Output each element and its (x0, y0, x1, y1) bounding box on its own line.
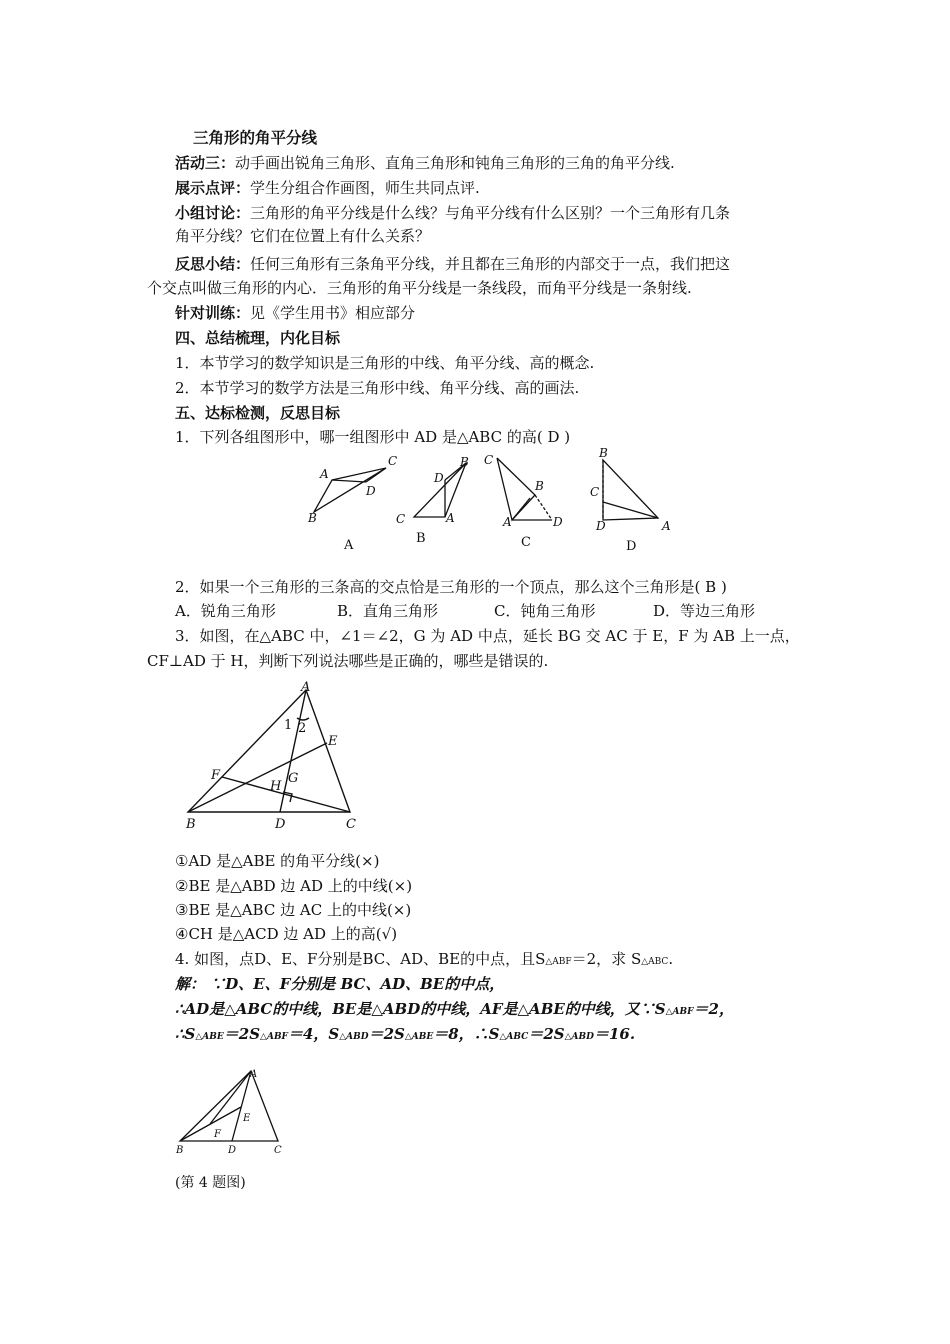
q3-figure (176, 682, 361, 832)
q4-sub-abc: △ABC (641, 957, 669, 967)
q2-option-b: B．直角三角形 (337, 602, 439, 620)
q1-d-pt2: C (590, 485, 600, 499)
q3-label-e: E (328, 734, 338, 749)
training-paragraph (175, 303, 415, 323)
reflection-label: 反思小结： (175, 255, 251, 273)
q4-sol3-e: ＝8，∴S (433, 1025, 500, 1043)
q4-triangle-abc (180, 1071, 278, 1141)
q4-sol3-sub-d: △ABE (404, 1032, 434, 1042)
q3-statement-3: ③BE 是△ABC 边 AC 上的中线(×) (175, 901, 412, 919)
discussion-line2: 角平分线？它们在位置上有什么关系？ (175, 227, 431, 245)
reflection-text1: 任何三角形有三条角平分线，并且都在三角形的内部交于一点，我们把这 (250, 255, 731, 273)
q4-sol3-c: ＝4，S (287, 1025, 340, 1043)
q2-option-a: A．锐角三角形 (175, 602, 276, 620)
q3-label-b: B (186, 817, 196, 832)
q1-b-pt1: B (460, 455, 469, 469)
q1-fig-c-triangle (497, 458, 535, 520)
q1-option-a-label: A (344, 538, 354, 553)
q4-solution-label: 解： (175, 975, 206, 993)
q4-question (175, 949, 673, 972)
q1-fig-c-dashed (535, 495, 552, 520)
q4-text-b: ＝2，求 S (571, 950, 642, 968)
q4-label-e: E (243, 1113, 251, 1124)
q4-label-a: A (250, 1069, 258, 1080)
discussion-text1: 三角形的角平分线是什么线？与角平分线有什么区别？一个三角形有几条 (250, 204, 731, 222)
display-paragraph (175, 178, 480, 198)
q4-figure-caption: (第 4 题图) (175, 1175, 246, 1191)
activity3-label: 活动三： (175, 154, 236, 172)
q1-d-pt3: D (596, 519, 606, 533)
section-title: 三角形的角平分线 (193, 128, 318, 147)
q4-text-c: . (668, 950, 674, 968)
q4-sol3-sub-e: △ABC (499, 1032, 529, 1042)
q1-c-pt1: C (484, 453, 494, 467)
q4-solution-line3 (175, 1024, 635, 1047)
training-label: 针对训练： (175, 304, 251, 322)
q2-text: 2．如果一个三角形的三条高的交点恰是三角形的一个顶点，那么这个三角形是( B ) (175, 578, 727, 596)
q1-b-pt4: A (446, 511, 455, 525)
q1-a-pt2: C (388, 454, 398, 468)
q4-label-d: D (228, 1145, 237, 1156)
q4-sol3-sub-f: △ABD (564, 1032, 594, 1042)
q4-sol3-f: ＝2S (528, 1025, 565, 1043)
q1-d-pt1: B (599, 446, 608, 460)
q1-a-pt3: D (366, 484, 376, 498)
training-text: 见《学生用书》相应部分 (250, 304, 416, 322)
q4-label-f: F (214, 1129, 221, 1140)
q1-fig-d-triangle (603, 460, 658, 520)
q1-fig-c-segment (512, 498, 530, 520)
q1-c-pt2: B (535, 479, 544, 493)
section5-heading: 五、达标检测，反思目标 (175, 404, 341, 422)
display-label: 展示点评： (175, 179, 251, 197)
q1-a-pt4: B (308, 511, 317, 525)
q4-label-b: B (176, 1145, 184, 1156)
q4-sol3-d: ＝2S (368, 1025, 405, 1043)
q4-label-c: C (274, 1145, 282, 1156)
section4-item2: 2．本节学习的数学方法是三角形中线、角平分线、高的画法. (175, 379, 580, 397)
q2-option-c: C．钝角三角形 (494, 602, 596, 620)
q4-figure (174, 1065, 289, 1160)
q1-text: 1．下列各组图形中，哪一组图形中 AD 是△ABC 的高( D ) (175, 428, 571, 446)
q4-solution-text1: ∵D、E、F分别是 BC、AD、BE的中点， (210, 975, 505, 993)
q3-line1: 3．如图，在△ABC 中，∠1＝∠2，G 为 AD 中点，延长 BG 交 AC 于 E，F 为 AB 上一点， (175, 627, 800, 645)
activity3-paragraph (175, 153, 675, 173)
q1-b-pt3: C (396, 512, 406, 526)
q4-solution-text2-end: ＝2， (693, 1000, 734, 1018)
discussion-label: 小组讨论： (175, 204, 251, 222)
q1-a-pt1: A (320, 467, 329, 481)
q3-label-d: D (275, 817, 286, 832)
q4-solution-sub-abf: △ABF (665, 1007, 694, 1017)
q4-sol3-a: ∴S (175, 1025, 196, 1043)
q1-option-b-label: B (416, 531, 426, 546)
q3-line2: CF⊥AD 于 H，判断下列说法哪些是正确的，哪些是错误的. (147, 652, 549, 670)
q1-option-c-label: C (521, 535, 531, 550)
section4-item1: 1．本节学习的数学知识是三角形的中线、角平分线、高的概念. (175, 354, 595, 372)
q4-solution-line1 (175, 974, 504, 994)
q3-label-a: A (301, 680, 311, 695)
q3-label-h: H (270, 779, 282, 794)
q1-figures (300, 446, 690, 560)
q1-b-pt2: D (434, 471, 444, 485)
q1-option-d-label: D (626, 539, 637, 554)
q1-d-pt4: A (662, 519, 671, 533)
q4-sol3-sub-c: △ABD (339, 1032, 369, 1042)
q4-sol3-sub-a: △ABE (195, 1032, 224, 1042)
q3-label-c: C (346, 817, 356, 832)
q3-statement-1: ①AD 是△ABE 的角平分线(×) (175, 852, 380, 870)
q4-sol3-b: ＝2S (223, 1025, 261, 1043)
display-text: 学生分组合作画图，师生共同点评. (250, 179, 480, 197)
q4-solution-line2 (175, 999, 734, 1022)
q3-label-f: F (211, 768, 221, 783)
q1-c-pt4: D (553, 515, 563, 529)
q3-statement-4: ④CH 是△ACD 边 AD 上的高(√) (175, 925, 398, 943)
q2-option-d: D．等边三角形 (653, 602, 756, 620)
reflection-line2: 个交点叫做三角形的内心．三角形的角平分线是一条线段，而角平分线是一条射线. (147, 279, 692, 297)
reflection-line1 (175, 254, 730, 274)
section4-heading: 四、总结梳理，内化目标 (175, 329, 341, 347)
q3-label-2: 2 (298, 721, 307, 736)
q4-sol3-sub-b: △ABF (260, 1032, 288, 1042)
q4-text-a: 4. 如图，点D、E、F分别是BC、AD、BE的中点，且S (175, 950, 546, 968)
q4-solution-text2: ∴AD是△ABC的中线，BE是△ABD的中线，AF是△ABE的中线，又∵S (175, 1000, 666, 1018)
q4-line-ad (232, 1071, 251, 1141)
activity3-text: 动手画出锐角三角形、直角三角形和钝角三角形的三角的角平分线. (235, 154, 675, 172)
q1-c-pt3: A (503, 515, 512, 529)
q4-sub-abf: △ABF (545, 957, 572, 967)
q3-statement-2: ②BE 是△ABD 边 AD 上的中线(×) (175, 877, 413, 895)
discussion-line1 (175, 203, 730, 223)
q3-label-g: G (288, 771, 299, 786)
q4-sol3-g: ＝16. (593, 1025, 636, 1043)
q3-label-1: 1 (284, 718, 293, 733)
